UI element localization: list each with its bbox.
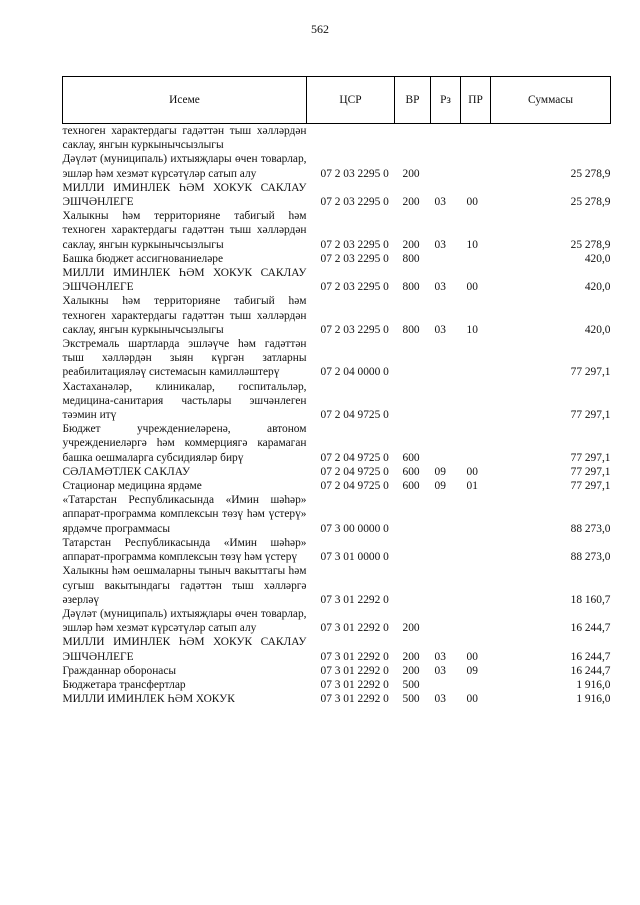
cell-name: Халыкны һәм территорияне табигый һәм техноген характердагы гадәттән тыш хәлләрдән саклау, янгын куркынычсызлыгы xyxy=(62,210,307,251)
cell-name: СӘЛАМӘТЛЕК САКЛАУ xyxy=(62,465,191,478)
header-pr: ПР xyxy=(461,77,491,124)
cell-pr xyxy=(461,607,491,635)
cell-csr: 07 2 04 9725 0 xyxy=(320,480,389,493)
cell-pr xyxy=(461,564,491,607)
cell-name: МИЛЛИ ИМИНЛЕК ҺӘМ ХОКУК xyxy=(62,693,235,706)
cell-pr: 00 xyxy=(466,281,478,294)
cell-sum xyxy=(491,124,611,153)
table-row xyxy=(63,266,611,294)
page-number: 562 xyxy=(311,22,329,36)
cell-sum: 25 278,9 xyxy=(570,196,611,209)
cell-name: техноген характердагы гадәттән тыш хәлләрдән саклау, янгын куркынычсызлыгы xyxy=(62,125,307,152)
table-row xyxy=(63,536,611,564)
cell-rz: 03 xyxy=(434,323,446,336)
header-name: Исеме xyxy=(63,77,307,124)
header-rz: Рз xyxy=(431,77,461,124)
table-row xyxy=(63,294,611,337)
cell-name: Дәүләт (муниципаль) ихтыяҗлары өчен товарлар, эшләр һәм хезмәт күрсәтүләр сатып алу xyxy=(62,607,307,635)
cell-rz xyxy=(431,380,461,423)
cell-rz: 03 xyxy=(434,196,446,209)
cell-rz: 09 xyxy=(434,480,446,493)
cell-csr: 07 3 01 2292 0 xyxy=(320,622,389,635)
table-row xyxy=(63,422,611,465)
cell-pr xyxy=(461,124,491,153)
cell-name: «Татарстан Республикасында «Имин шәһәр» аппарат-программа комплексын төзү һәм үстерү» ярдәмче программасы xyxy=(62,494,307,535)
cell-rz xyxy=(431,252,461,266)
cell-pr: 01 xyxy=(466,480,478,493)
table-row xyxy=(63,337,611,380)
cell-sum: 25 278,9 xyxy=(570,167,611,180)
cell-pr xyxy=(461,337,491,380)
cell-vr: 800 xyxy=(402,281,420,294)
cell-rz: 03 xyxy=(434,664,446,677)
header-sum: Суммасы xyxy=(491,77,611,124)
table-row xyxy=(63,252,611,266)
cell-rz xyxy=(431,337,461,380)
table-row xyxy=(63,635,611,663)
cell-rz: 03 xyxy=(434,693,446,706)
table-row xyxy=(63,493,611,536)
cell-name: Экстремаль шартларда эшләүче һәм гадәттән тыш хәлләрдән зыян күргән затларны реабилитацияләү системасын камилләштерү xyxy=(62,338,307,379)
cell-pr: 00 xyxy=(466,196,478,209)
cell-csr: 07 2 03 2295 0 xyxy=(320,323,389,336)
cell-pr xyxy=(461,422,491,465)
cell-name: Дәүләт (муниципаль) ихтыяҗлары өчен товарлар, эшләр һәм хезмәт күрсәтүләр сатып алу xyxy=(62,153,307,180)
cell-csr: 07 2 04 9725 0 xyxy=(320,451,389,464)
cell-pr xyxy=(461,678,491,692)
table-body xyxy=(63,124,611,707)
cell-name: Бюджет учреждениеләренә, автоном учреждениеләргә һәм коммерциягә карамаган башка оешмаларга субсидияләр бирү xyxy=(62,423,307,464)
cell-csr: 07 2 04 0000 0 xyxy=(320,366,389,379)
cell-rz xyxy=(431,607,461,635)
cell-sum: 420,0 xyxy=(584,252,611,265)
cell-name: МИЛЛИ ИМИНЛЕК ҺӘМ ХОКУК САКЛАУ ЭШЧӘНЛЕГЕ xyxy=(62,636,307,663)
cell-sum: 77 297,1 xyxy=(570,451,611,464)
cell-sum: 77 297,1 xyxy=(570,480,611,493)
cell-vr: 600 xyxy=(402,480,420,493)
cell-rz xyxy=(431,564,461,607)
table-row xyxy=(63,607,611,635)
cell-rz: 09 xyxy=(434,465,446,478)
cell-vr: 500 xyxy=(402,678,420,691)
cell-pr xyxy=(461,493,491,536)
cell-vr: 600 xyxy=(402,451,420,464)
cell-rz xyxy=(431,124,461,153)
cell-csr: 07 3 01 2292 0 xyxy=(320,593,389,606)
cell-csr: 07 3 01 2292 0 xyxy=(320,693,389,706)
cell-sum: 77 297,1 xyxy=(570,465,611,478)
cell-csr: 07 3 01 2292 0 xyxy=(320,664,389,677)
cell-rz: 03 xyxy=(434,238,446,251)
cell-sum: 25 278,9 xyxy=(570,238,611,251)
cell-csr: 07 3 00 0000 0 xyxy=(320,522,389,535)
cell-pr xyxy=(461,536,491,564)
cell-vr: 200 xyxy=(402,238,420,251)
cell-csr: 07 2 03 2295 0 xyxy=(320,252,389,265)
cell-name: МИЛЛИ ИМИНЛЕК ҺӘМ ХОКУК САКЛАУ ЭШЧӘНЛЕГЕ xyxy=(62,181,307,209)
cell-pr: 09 xyxy=(466,664,478,677)
cell-vr: 200 xyxy=(402,196,420,209)
table-row xyxy=(63,564,611,607)
cell-sum: 1 916,0 xyxy=(576,693,611,706)
cell-name: Татарстан Республикасында «Имин шәһәр» аппарат-программа комплексын төзү һәм үстерү xyxy=(62,536,307,564)
cell-vr: 500 xyxy=(402,693,420,706)
cell-csr: 07 2 03 2295 0 xyxy=(320,238,389,251)
cell-name: Бюджетара трансфертлар xyxy=(62,678,186,691)
cell-name: Халыкны һәм оешмаларны тыныч вакыттагы һәм сугыш вакытындагы гадәттән тыш хәлләргә әзерләү xyxy=(62,565,307,606)
cell-rz: 03 xyxy=(434,281,446,294)
cell-pr xyxy=(461,252,491,266)
cell-name: Башка бюджет ассигнованиеләре xyxy=(62,252,224,265)
budget-table xyxy=(62,76,611,706)
cell-sum: 77 297,1 xyxy=(570,366,611,379)
table-row xyxy=(63,678,611,692)
table-row xyxy=(63,181,611,209)
cell-csr: 07 3 01 0000 0 xyxy=(320,551,389,564)
cell-vr xyxy=(395,380,431,423)
cell-vr xyxy=(395,493,431,536)
table-header xyxy=(63,77,611,124)
cell-pr: 10 xyxy=(466,238,478,251)
cell-vr xyxy=(395,564,431,607)
cell-pr: 00 xyxy=(466,650,478,663)
cell-vr xyxy=(395,337,431,380)
cell-csr: 07 2 04 9725 0 xyxy=(320,409,389,422)
cell-rz xyxy=(431,536,461,564)
cell-pr: 10 xyxy=(466,323,478,336)
cell-sum: 420,0 xyxy=(584,323,611,336)
cell-name: Халыкны һәм территорияне табигый һәм техноген характердагы гадәттән тыш хәлләрдән саклау, янгын куркынычсызлыгы xyxy=(62,295,307,336)
header-vr: ВР xyxy=(395,77,431,124)
cell-sum: 16 244,7 xyxy=(570,622,611,635)
cell-sum: 88 273,0 xyxy=(570,522,611,535)
table-row xyxy=(63,124,611,153)
cell-vr: 600 xyxy=(402,465,420,478)
cell-pr: 00 xyxy=(466,465,478,478)
cell-vr: 800 xyxy=(402,323,420,336)
cell-name: Хастаханәләр, клиникалар, госпитальләр, медицина-санитария частьлары эшчәнлеген тәэмин итү xyxy=(62,380,307,422)
table-row xyxy=(63,380,611,423)
cell-vr: 200 xyxy=(402,664,420,677)
cell-sum: 16 244,7 xyxy=(570,650,611,663)
table-row xyxy=(63,664,611,678)
table-row xyxy=(63,152,611,180)
cell-rz xyxy=(431,493,461,536)
cell-name: Стационар медицина ярдәме xyxy=(62,480,202,493)
cell-sum: 420,0 xyxy=(584,281,611,294)
cell-vr xyxy=(395,536,431,564)
cell-csr: 07 3 01 2292 0 xyxy=(320,650,389,663)
cell-vr xyxy=(395,124,431,153)
cell-csr: 07 3 01 2292 0 xyxy=(320,678,389,691)
header-csr: ЦСР xyxy=(307,77,395,124)
cell-sum: 1 916,0 xyxy=(576,678,611,691)
table-row xyxy=(63,479,611,493)
cell-sum: 18 160,7 xyxy=(570,593,611,606)
cell-pr: 00 xyxy=(466,693,478,706)
table-row xyxy=(63,465,611,479)
cell-name: МИЛЛИ ИМИНЛЕК ҺӘМ ХОКУК САКЛАУ ЭШЧӘНЛЕГЕ xyxy=(62,267,307,294)
cell-rz xyxy=(431,152,461,180)
cell-csr: 07 2 03 2295 0 xyxy=(320,167,389,180)
cell-csr: 07 2 04 9725 0 xyxy=(320,465,389,478)
cell-vr: 200 xyxy=(402,167,420,180)
cell-vr: 200 xyxy=(402,650,420,663)
cell-csr: 07 2 03 2295 0 xyxy=(320,281,389,294)
cell-csr: 07 2 03 2295 0 xyxy=(320,196,389,209)
cell-sum: 16 244,7 xyxy=(570,664,611,677)
table-row xyxy=(63,692,611,706)
cell-rz: 03 xyxy=(434,650,446,663)
table-row xyxy=(63,209,611,252)
cell-vr: 200 xyxy=(402,622,420,635)
cell-rz xyxy=(431,422,461,465)
cell-pr xyxy=(461,380,491,423)
cell-sum: 88 273,0 xyxy=(570,551,611,564)
cell-sum: 77 297,1 xyxy=(570,409,611,422)
cell-vr: 800 xyxy=(402,252,420,265)
cell-csr xyxy=(307,124,395,153)
cell-pr xyxy=(461,152,491,180)
cell-rz xyxy=(431,678,461,692)
cell-name: Гражданнар оборонасы xyxy=(62,664,177,677)
